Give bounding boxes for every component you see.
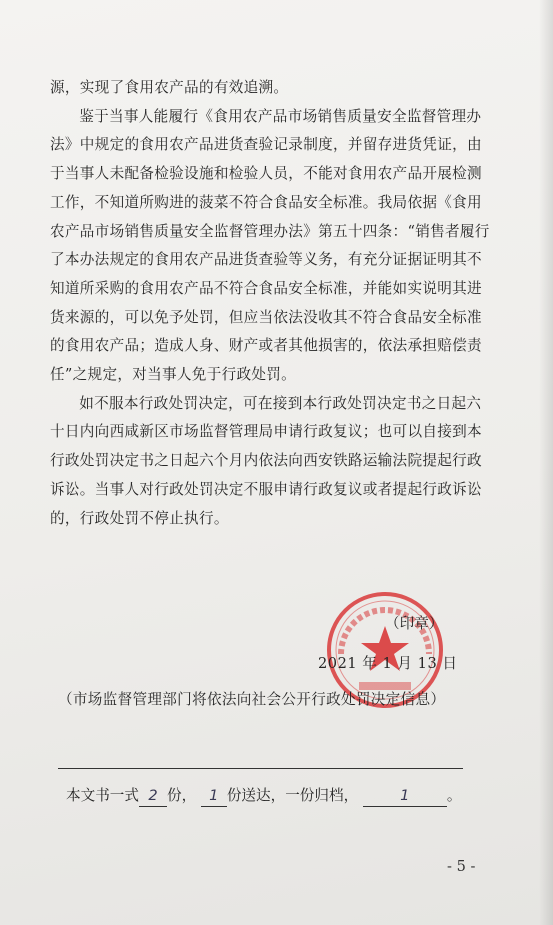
copies-prefix: 本文书一式 bbox=[66, 787, 139, 804]
paragraph-2: 鉴于当事人能履行《食用农产品市场销售质量安全监督管理办法》中规定的食用农产品进货查验记录制度，并留存进货凭证，由于当事人未配备检验设施和检验人员，不能对食用农产品开展检测工作，不知道所购进的菠菜不符合食品安全标准。我局依据《食用农产品市场销售质量安全监督管理办法》第五十四条：“销售者履行了本办法规定的食用农产品进货查验等义务，有充分证据证明其不知道所采购的食用农产品不符合食品安全标准，并能如实说明其进货来源的，可以免予处罚，但应当依法没收其不符合食品安全标准的食用农产品；造成人身、财产或者其他损害的，依法承担赔偿责任”之规定，对当事人免于行政处罚。 bbox=[50, 107, 490, 384]
copies-suffix: 。 bbox=[446, 787, 462, 804]
copies-delivered-field: 1 bbox=[201, 786, 227, 807]
disclosure-notice: （市场监督管理部门将依法向社会公开行政处罚决定信息） bbox=[58, 691, 446, 708]
copies-unit: 份， bbox=[166, 787, 197, 804]
copies-mid: 份送达，一份归档， bbox=[226, 787, 359, 804]
divider-line bbox=[58, 768, 463, 769]
copies-line bbox=[66, 784, 461, 807]
body-text bbox=[50, 74, 490, 533]
paragraph-1: 源，实现了食用农产品的有效追溯。 bbox=[50, 79, 289, 96]
stamp-label: （印章） bbox=[385, 615, 444, 632]
copies-archive-field: 1 bbox=[363, 786, 447, 807]
paragraph-3: 如不服本行政处罚决定，可在接到本行政处罚决定书之日起六十日内向西咸新区市场监督管理局申请行政复议；也可以自接到本行政处罚决定书之日起六个月内依法向西安铁路运输法院提起行政诉讼。当事人对行政处罚决定不服申请行政复议或者提起行政诉讼的，行政处罚不停止执行。 bbox=[50, 394, 482, 527]
decision-date: 2021 年 1 月 13 日 bbox=[318, 655, 458, 672]
copies-total-field: 2 bbox=[139, 786, 167, 807]
page-number: - 5 - bbox=[447, 858, 476, 875]
page-edge-shadow bbox=[539, 0, 553, 925]
